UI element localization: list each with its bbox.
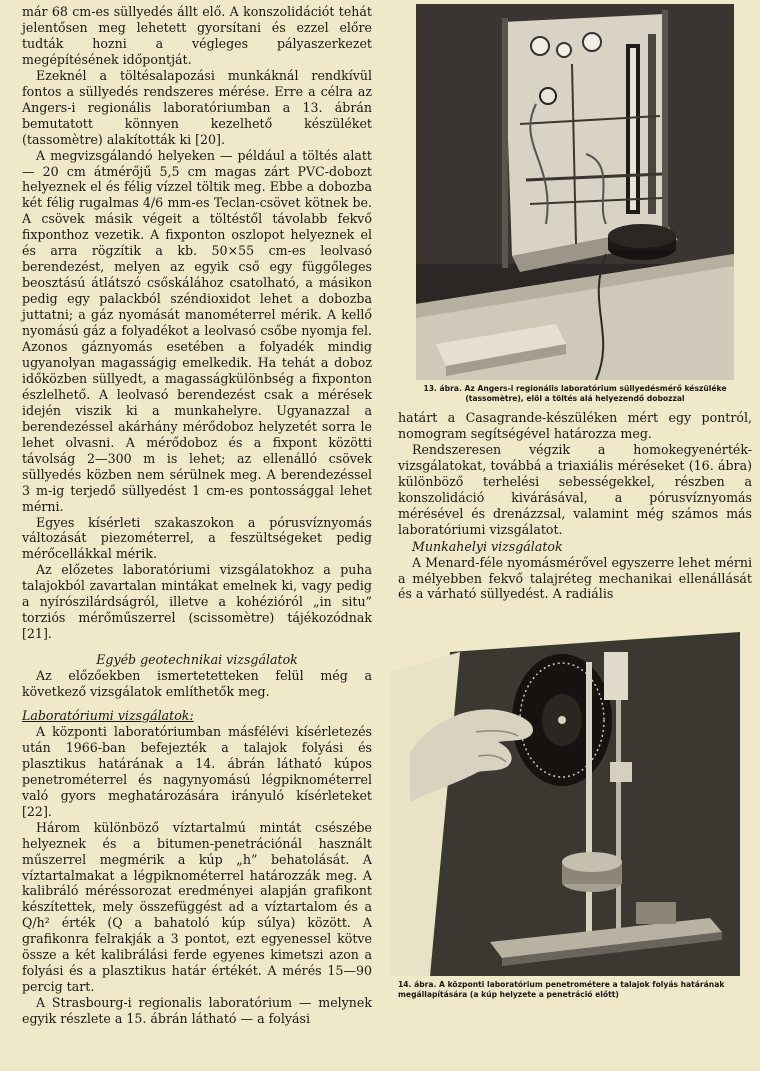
paragraph: Rendszeresen végzik a homokegyenérték-vizsgálatokat, továbbá a triaxiális méréseket (16. ábra) különböző terhelési sebességekkel, részben a konszolidáció kivárásával, a pórusvíznyomás mérésével és drenázzsal, valamint még számos más laboratóriumi vizsgálatot. [398, 441, 752, 537]
paragraph: Ezeknél a töltésalapozási munkáknál rendkívül fontos a süllyedés rendszeres mérése. Erre a célra az Angers-i regionális laboratóriumban a 13. ábrán bemutatott könnyen kezelhető készüléket (tassomètre) alakították ki [20]. [22, 67, 372, 147]
figure-13-caption: 13. ábra. Az Angers-i regionális laboratórium süllyedésmérő készüléke (tassomètre), elöl a töltés alá helyezendő dobozzal [423, 384, 727, 403]
section-heading: Munkahelyi vizsgálatok [412, 538, 563, 554]
right-column [398, 4, 752, 1000]
paragraph: A központi laboratóriumban másfélévi kísérletezés után 1966-ban befejezték a talajok folyási és plasztikus határának a 14. ábrán látható kúpos penetrométerrel és nagynyomású légpiknométerrel való gyors meghatározására irányuló kísérleteket [22]. [22, 723, 372, 819]
figure-14-photo [390, 632, 740, 976]
figure-13-photo [416, 4, 734, 380]
paragraph: A Menard-féle nyomásmérővel egyszerre lehet mérni a mélyebben fekvő talajréteg mechanikai ellenállását és a várható süllyedést. A radiális [398, 554, 752, 602]
paragraph: Három különböző víztartalmú mintát csészébe helyeznek és a bitumen-penetrációnál használt műszerrel megmérik a kúp „h” behatolását. A víztartalmakat a légpiknométerrel határozzák meg. A kalibráló méréssorozat eredményei alapján grafikont készítettek, mely összefüggést ad a víztartalom és a Q/h² érték (Q a bahatoló kúp súlya) között. A grafikonra felrakják a 3 pontot, ezt egyenessel kötve össze a két kalibrálási ferde egyenes kimetszi azon a folyási és a plasztikus határ értékét. A mérés 15—90 percig tart. [22, 819, 372, 995]
paragraph: A Strasbourg-i regionalis laboratórium — melynek egyik részlete a 15. ábrán látható — a folyási [22, 995, 372, 1027]
paragraph: már 68 cm-es süllyedés állt elő. A konszolidációt tehát jelentősen meg lehetett gyorsítani és ezzel előre tudták hozni a végleges pályaszerkezet megépítésének időpontját. [22, 4, 372, 67]
figure-14-caption: 14. ábra. A központi laboratórium penetrométere a talajok folyás határának megállapítására (a kúp helyzete a penetráció előtt) [398, 980, 725, 1000]
paragraph: Az előzőekben ismertetetteken felül még a következő vizsgálatok említhetők meg. [22, 668, 372, 700]
paragraph: Egyes kísérleti szakaszokon a pórusvíznyomás változását piezométerrel, a feszültségeket pedig mérőcellákkal mérik. [22, 514, 372, 562]
penetrometer-illustration [390, 632, 740, 976]
paragraph: Az előzetes laboratóriumi vizsgálatokhoz a puha talajokból zavartalan mintákat emelnek ki, vagy pedig a nyírószilárdságról, illetve a kohézióról „in situ” torziós mérőműszerrel (scissomètre) tájékozódnak [21]. [22, 562, 372, 642]
paragraph: A megvizsgálandó helyeken — például a töltés alatt — 20 cm átmérőjű 5,5 cm magas zárt PVC-dobozt helyeznek el és félig vízzel töltik meg. Ebbe a dobozba két félig rugalmas 4/6 mm-es Teclan-csövet kötnek be. A csövek másik végeit a töltéstől távolabb fekvő fixponthoz vezetik. A fixponton oszlopot helyeznek el és arra rögzítik a kb. 50×55 cm-es leolvasó berendezést, melyen az egyik cső egy függőleges beosztású átlátszó csőskálához csatolható, a másikon pedig egy palackból széndioxidot lehet a dobozba juttatni; a gáz nyomását manométerrel mérik. A kellő nyomású gáz a folyadékot a leolvasó csőbe nyomja fel. Azonos gáznyomás esetében a folyadék mindig ugyanolyan magasságig emelkedik. Ha tehát a doboz időközben süllyedt, a magasságkülönbség a fixponton észlelhető. A leolvasó berendezést csak a mérések idején viszik ki a munkahelyre. Ugyanazzal a berendezéssel akárhány mérődoboz helyzetét sorra le lehet olvasni. A mérődoboz és a fixpont közötti távolság 2—300 m is lehet; az ellenálló csövek süllyedés közben nem sérülnek meg. A berendezéssel 3 m-ig terjedő süllyedést 1 cm-es pontossággal lehet mérni. [22, 147, 372, 514]
subsection-heading: Laboratóriumi vizsgálatok: [22, 707, 194, 723]
paragraph: határt a Casagrande-készüléken mért egy pontról, nomogram segítségével határozza meg. [398, 410, 752, 441]
tassometre-illustration [416, 4, 734, 380]
section-heading: Egyéb geotechnikai vizsgálatok [96, 652, 298, 668]
left-column [22, 4, 372, 1027]
